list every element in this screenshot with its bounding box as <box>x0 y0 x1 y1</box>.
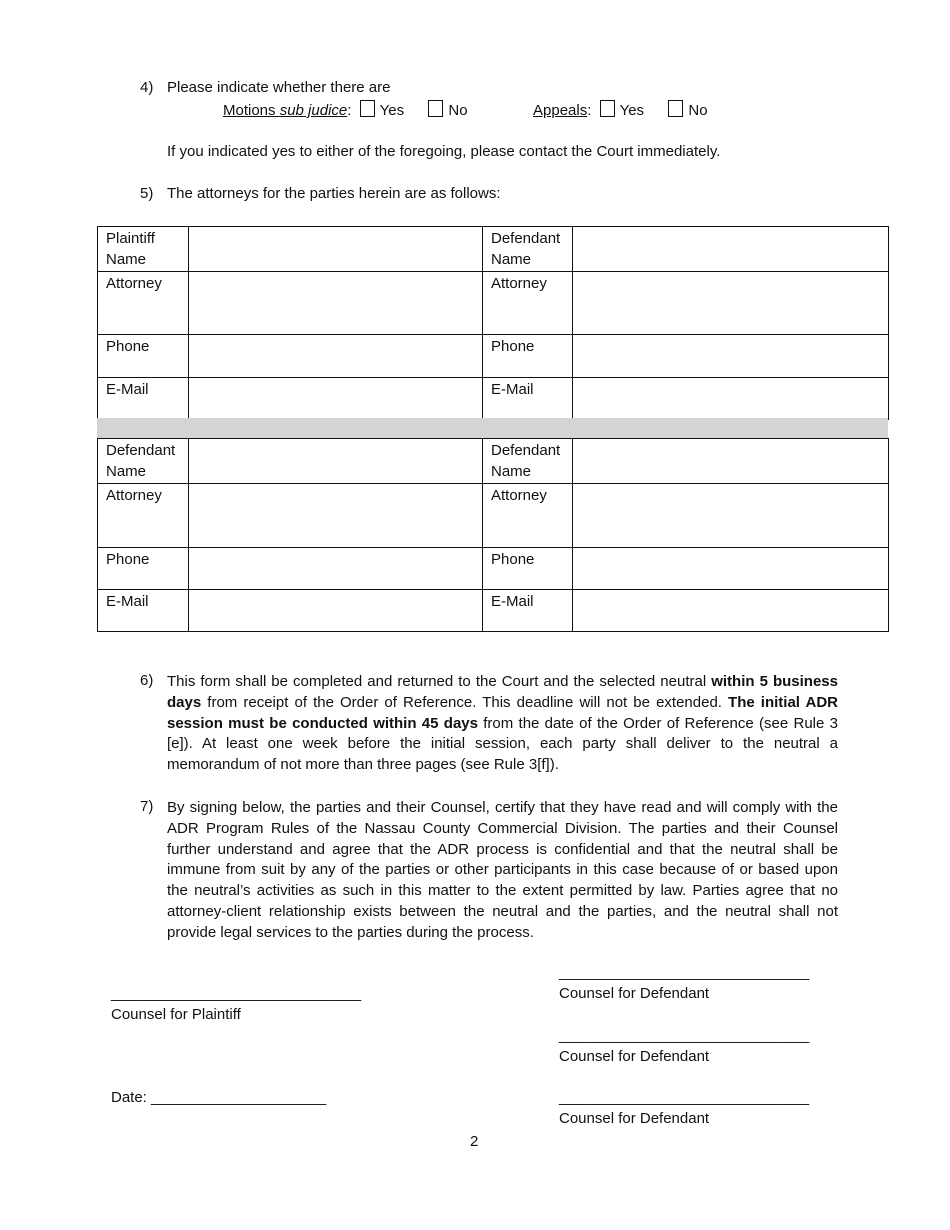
defendant-name-field[interactable] <box>573 227 889 272</box>
motions-yes-label: Yes <box>379 102 405 119</box>
email-label: E-Mail <box>98 590 189 632</box>
table-separator <box>97 418 888 438</box>
appeals-yes-checkbox[interactable] <box>600 100 615 117</box>
plaintiff-signature-line[interactable]: ______________________________ <box>111 985 362 1002</box>
appeals-row: Appeals: Yes No <box>533 102 708 119</box>
item-4-number: 4) <box>140 79 154 96</box>
item-4-note: If you indicated yes to either of the foregoing, please contact the Court immediately. <box>167 143 721 160</box>
defendant-email-field[interactable] <box>189 590 483 632</box>
defendant-email-field[interactable] <box>573 590 889 632</box>
table-row <box>98 439 889 484</box>
attorney-label: Attorney <box>98 484 189 548</box>
defendant-phone-field[interactable] <box>189 548 483 590</box>
defendant-name-label: Defendant Name <box>483 439 573 484</box>
date-field[interactable]: Date: _____________________ <box>111 1089 327 1106</box>
table-row <box>98 484 889 548</box>
defendant-phone-field[interactable] <box>573 335 889 378</box>
item-5-number: 5) <box>140 185 154 202</box>
item-5-text: The attorneys for the parties herein are as follows: <box>167 185 501 202</box>
defendant-name-label: Defendant Name <box>483 227 573 272</box>
counsel-for-defendant-label-1: Counsel for Defendant <box>559 985 710 1002</box>
table-row <box>98 227 889 272</box>
item-7-number: 7) <box>140 798 154 815</box>
phone-label: Phone <box>98 335 189 378</box>
plaintiff-name-field[interactable] <box>189 227 483 272</box>
defendant-attorney-field[interactable] <box>573 484 889 548</box>
counsel-for-plaintiff-label: Counsel for Plaintiff <box>111 1006 241 1023</box>
motions-no-checkbox[interactable] <box>428 100 443 117</box>
item-6-paragraph: This form shall be completed and returned to the Court and the selected neutral within 5 business days from receipt of the Order of Reference. This deadline will not be extended. The initial ADR session must be conducted within 45 days from the date of the Order of Reference (see Rule 3 [e]). At least one week before the initial session, each party shall deliver to the neutral a memorandum of not more than three pages (see Rule 3[f]). <box>167 673 838 774</box>
phone-label: Phone <box>483 335 573 378</box>
counsel-for-defendant-label-3: Counsel for Defendant <box>559 1110 710 1127</box>
email-label: E-Mail <box>483 590 573 632</box>
motions-no-label: No <box>448 102 468 119</box>
table-row <box>98 335 889 378</box>
phone-label: Phone <box>483 548 573 590</box>
defendant-email-field[interactable] <box>573 378 889 420</box>
defendant-signature-line-2[interactable]: ______________________________ <box>559 1027 810 1044</box>
email-label: E-Mail <box>483 378 573 420</box>
item-7-paragraph: By signing below, the parties and their Counsel, certify that they have read and will comply with the ADR Program Rules of the Nassau County Commercial Division. The parties and their Counsel further understand and agree that the ADR process is confidential and that the neutral shall be immune from suit by any of the parties or other participants in this case because of or based upon the neutral’s activities as such in this matter to the extent permitted by law. Parties agree that no attorney-client relationship exists between the neutral and the parties, and the neutral shall not provide legal services to the parties during the process. <box>167 799 838 941</box>
attorney-table-1 <box>97 226 889 420</box>
appeals-no-checkbox[interactable] <box>668 100 683 117</box>
appeals-no-label: No <box>688 102 708 119</box>
email-label: E-Mail <box>98 378 189 420</box>
phone-label: Phone <box>98 548 189 590</box>
plaintiff-phone-field[interactable] <box>189 335 483 378</box>
defendant-phone-field[interactable] <box>573 548 889 590</box>
appeals-yes-label: Yes <box>619 102 645 119</box>
defendant-signature-line-1[interactable]: ______________________________ <box>559 964 810 981</box>
table-row <box>98 378 889 420</box>
page-number: 2 <box>470 1133 479 1150</box>
table-row <box>98 548 889 590</box>
motions-label: Motions sub judice <box>223 102 348 119</box>
item-6-number: 6) <box>140 672 154 689</box>
table-row <box>98 272 889 335</box>
motions-sub-judice-row: Motions sub judice: Yes No <box>223 102 468 119</box>
attorney-table-2 <box>97 438 889 632</box>
table-row <box>98 590 889 632</box>
item-4-prompt: Please indicate whether there are <box>167 79 391 96</box>
defendant-signature-line-3[interactable]: ______________________________ <box>559 1089 810 1106</box>
motions-yes-checkbox[interactable] <box>360 100 375 117</box>
defendant-name-field[interactable] <box>573 439 889 484</box>
plaintiff-name-label: Plaintiff Name <box>98 227 189 272</box>
attorney-label: Attorney <box>483 272 573 335</box>
defendant-name-label: Defendant Name <box>98 439 189 484</box>
plaintiff-attorney-field[interactable] <box>189 272 483 335</box>
attorney-label: Attorney <box>483 484 573 548</box>
defendant-attorney-field[interactable] <box>189 484 483 548</box>
attorney-label: Attorney <box>98 272 189 335</box>
counsel-for-defendant-label-2: Counsel for Defendant <box>559 1048 710 1065</box>
plaintiff-email-field[interactable] <box>189 378 483 420</box>
defendant-name-field[interactable] <box>189 439 483 484</box>
defendant-attorney-field[interactable] <box>573 272 889 335</box>
appeals-label: Appeals <box>533 102 588 119</box>
